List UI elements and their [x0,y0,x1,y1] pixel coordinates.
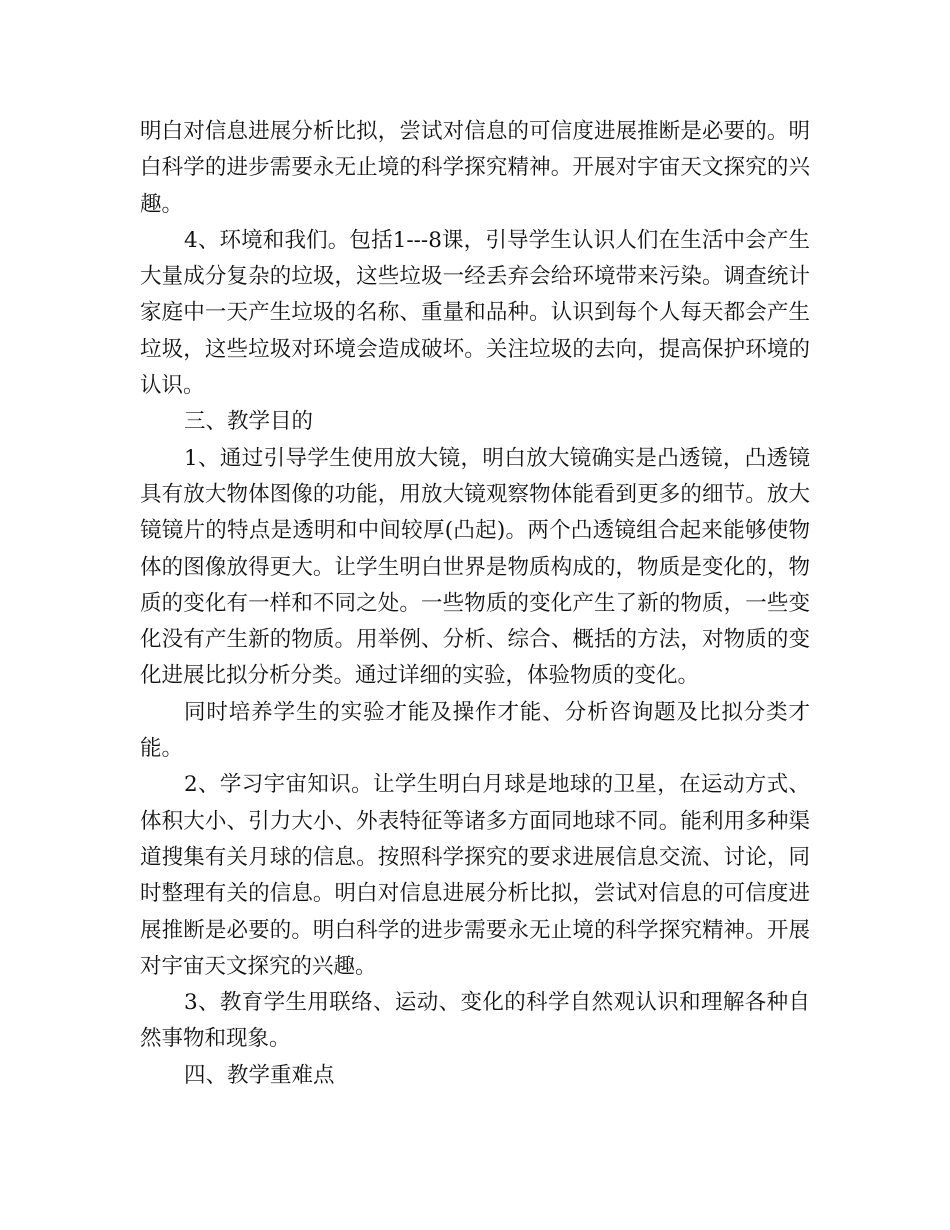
heading-teaching-goals: 三、教学目的 [184,409,314,435]
heading-key-difficulties: 四、教学重难点 [184,1062,335,1088]
document-page [140,114,810,1094]
paragraph-goal-1: 1、通过引导学生使用放大镜，明白放大镜确实是凸透镜，凸透镜具有放大物体图像的功能，用放大镜观察物体能看到更多的细节。放大镜镜片的特点是透明和中间较厚(凸起)。两个凸透镜组合起来能够使物体的图像放得更大。让学生明白世界是物质构成的，物质是变化的，物质的变化有一样和不同之处。一些物质的变化产生了新的物质，一些变化没有产生新的物质。用举例、分析、综合、概括的方法，对物质的变化进展比拟分析分类。通过详细的实验，体验物质的变化。 [140,445,810,689]
paragraph-goal-2: 2、学习宇宙知识。让学生明白月球是地球的卫星，在运动方式、体积大小、引力大小、外表特征等诸多方面同地球不同。能利用多种渠道搜集有关月球的信息。按照科学探究的要求进展信息交流、讨论，同时整理有关的信息。明白对信息进展分析比拟，尝试对信息的可信度进展推断是必要的。明白科学的进步需要永无止境的科学探究精神。开展对宇宙天文探究的兴趣。 [140,772,810,979]
paragraph-continuation: 明白对信息进展分析比拟，尝试对信息的可信度进展推断是必要的。明白科学的进步需要永无止境的科学探究精神。开展对宇宙天文探究的兴趣。 [140,119,810,217]
paragraph-environment: 4、环境和我们。包括1---8课，引导学生认识人们在生活中会产生大量成分复杂的垃圾，这些垃圾一经丢弃会给环境带来污染。调查统计家庭中一天产生垃圾的名称、重量和品种。认识到每个人每天都会产生垃圾，这些垃圾对环境会造成破坏。关注垃圾的去向，提高保护环境的认识。 [140,227,810,399]
paragraph-goal-3: 3、教育学生用联络、运动、变化的科学自然观认识和理解各种自然事物和现象。 [140,990,810,1052]
paragraph-skills: 同时培养学生的实验才能及操作才能、分析咨询题及比拟分类才能。 [140,699,810,762]
